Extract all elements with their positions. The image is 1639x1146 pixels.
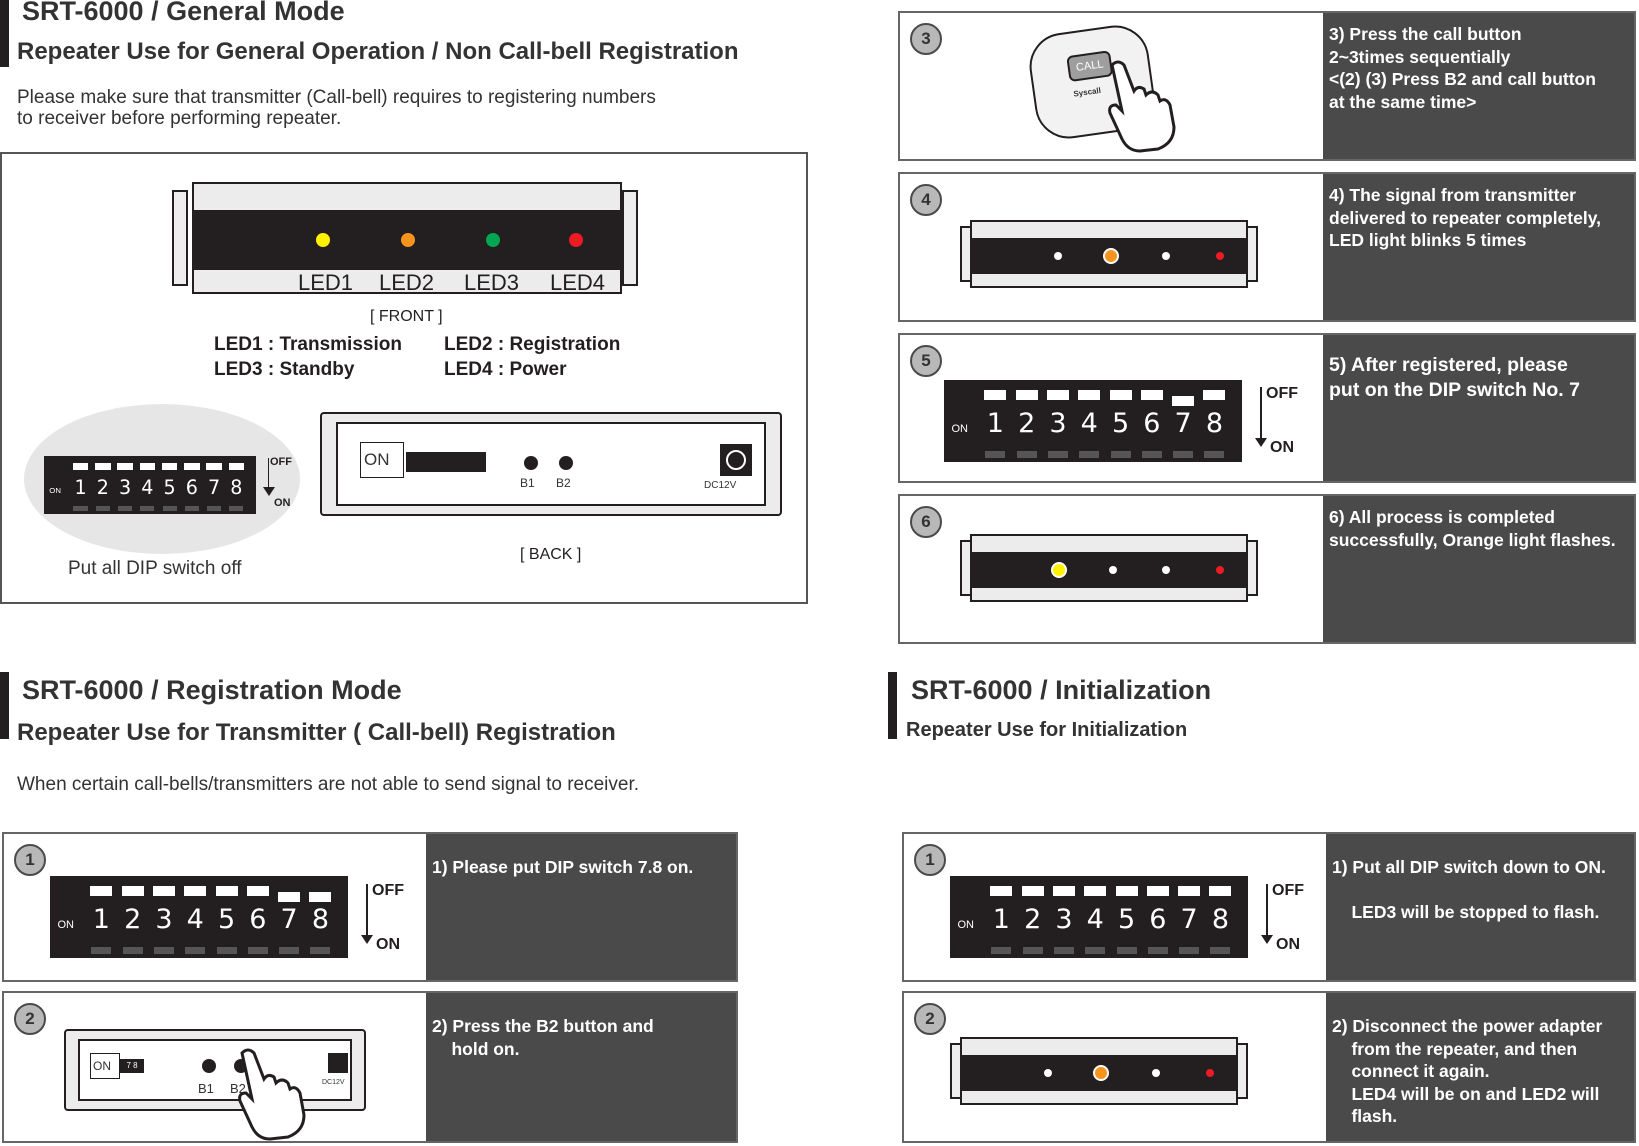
dip-toggle[interactable] <box>1110 390 1132 400</box>
dip-digit: 5 <box>1111 408 1130 439</box>
dip-foot <box>985 451 1005 458</box>
dip-toggle[interactable] <box>229 463 245 470</box>
dip-toggle[interactable] <box>1047 390 1069 400</box>
dip-foot <box>1148 947 1168 954</box>
dc-jack <box>720 444 752 476</box>
dip-digit: 3 <box>1049 408 1067 439</box>
reg-step1-panel <box>2 832 738 982</box>
dip-foot <box>163 506 177 511</box>
dip-foot <box>118 506 132 511</box>
dip-digit: 7 <box>280 904 298 935</box>
dip-digit: 3 <box>119 475 132 499</box>
b1-label: B1 <box>198 1081 214 1096</box>
dip-toggle[interactable] <box>1053 886 1075 896</box>
front-device <box>192 182 622 294</box>
section-bar <box>0 672 9 739</box>
dip-toggle[interactable] <box>153 886 175 896</box>
dip-toggle[interactable] <box>1022 886 1044 896</box>
dip-digit: 1 <box>992 904 1010 935</box>
led3-off <box>1152 1069 1160 1077</box>
step5-panel <box>898 333 1636 483</box>
dip-toggle[interactable] <box>140 463 156 470</box>
dip-foot <box>1023 947 1043 954</box>
dip-foot <box>217 947 237 954</box>
dc-label: DC12V <box>704 480 737 491</box>
on-label: ON <box>274 497 291 509</box>
dip-digit: 4 <box>186 904 204 935</box>
section-bar <box>888 672 897 739</box>
led4-red <box>1206 1069 1214 1077</box>
dip-toggle[interactable] <box>1116 886 1138 896</box>
init-step1-text: 1) Put all DIP switch down to ON. LED3 will be stopped to flash. <box>1326 834 1636 982</box>
dip-foot <box>1204 451 1224 458</box>
led2-orange-on <box>1103 248 1119 264</box>
dip-foot <box>185 506 199 511</box>
mini-on-label: ON <box>90 1053 120 1079</box>
led1-off <box>1044 1069 1052 1077</box>
reg-step1-text: 1) Please put DIP switch 7.8 on. <box>426 834 738 982</box>
dip-toggle[interactable] <box>1147 886 1169 896</box>
device-end-left <box>172 190 188 286</box>
back-on-switch-label: ON <box>360 442 404 478</box>
dip-toggle[interactable] <box>73 463 89 470</box>
init-step2-panel <box>902 991 1636 1143</box>
step-number: 4 <box>910 184 942 216</box>
dip-toggle[interactable] <box>162 463 178 470</box>
back-device-face <box>336 422 766 506</box>
dip-digit: 8 <box>1211 904 1230 935</box>
off-label: OFF <box>270 456 292 468</box>
dip-digit: 2 <box>1024 904 1042 935</box>
dip-toggle[interactable] <box>1084 886 1106 896</box>
dip-foot <box>185 947 205 954</box>
dip-foot <box>248 947 268 954</box>
off-on-arrow <box>366 884 368 942</box>
dip-foot <box>207 506 221 511</box>
dip-foot <box>91 947 111 954</box>
led3-off <box>1162 566 1170 574</box>
dip-toggle[interactable] <box>247 886 269 896</box>
repeater-front-mini <box>960 220 1260 286</box>
back-device <box>320 412 782 516</box>
dip-foot <box>279 947 299 954</box>
dip-switch-general <box>44 456 256 514</box>
off-on-arrow <box>1260 387 1262 445</box>
step3-panel <box>898 11 1636 161</box>
dip-toggle[interactable] <box>1203 390 1225 400</box>
dip-digit: 4 <box>141 475 154 499</box>
dip-on-marker: ON <box>49 486 61 496</box>
dip-foot <box>1017 451 1037 458</box>
dip-toggle[interactable] <box>309 892 331 902</box>
dip-digit: 3 <box>155 904 173 935</box>
step-number: 2 <box>914 1003 946 1035</box>
dip-switch-reg1 <box>50 876 348 958</box>
dip-switch-init1 <box>950 876 1248 958</box>
dip-toggle[interactable] <box>122 886 144 896</box>
off-label: OFF <box>1266 385 1298 402</box>
dip-foot <box>229 506 243 511</box>
dip-foot <box>1079 451 1099 458</box>
init-step1-panel <box>902 832 1636 982</box>
button-b2[interactable] <box>559 456 573 470</box>
led-legend-right: LED2 : Registration LED4 : Power <box>444 334 621 380</box>
dip-toggle[interactable] <box>278 892 300 902</box>
b1-label: B1 <box>520 476 535 490</box>
dip-digit: 6 <box>1149 904 1167 935</box>
dip-toggle[interactable] <box>1016 390 1038 400</box>
dip-digit: 1 <box>74 475 87 499</box>
dip-digit: 5 <box>163 475 176 499</box>
led4-red <box>1216 566 1224 574</box>
device-end-right <box>622 190 638 286</box>
repeater-front-mini <box>960 534 1260 600</box>
off-on-arrow <box>268 458 269 494</box>
dip-digit: 1 <box>92 904 110 935</box>
dc-jack <box>328 1053 348 1073</box>
back-device-mini <box>64 1029 366 1111</box>
front-label: [ FRONT ] <box>370 308 443 325</box>
on-label: ON <box>1276 936 1300 953</box>
dip-digit: 2 <box>124 904 142 935</box>
mini-dip: 7 8 <box>120 1059 144 1073</box>
callbell-brand: Syscall <box>1072 85 1102 99</box>
dip-digit: 2 <box>96 475 109 499</box>
led3-off <box>1162 252 1170 260</box>
dip-on-marker: ON <box>957 918 974 931</box>
initialization-title: SRT-6000 / Initialization <box>911 675 1212 705</box>
dip-on-marker: ON <box>57 918 74 931</box>
dip-foot <box>73 506 87 511</box>
step5-text: 5) After registered, please put on the DIP switch No. 7 <box>1323 335 1636 483</box>
section-bar <box>0 0 9 67</box>
led2-orange-on <box>1093 1065 1109 1081</box>
dip-digit: 7 <box>1180 904 1198 935</box>
button-b1[interactable] <box>524 456 538 470</box>
dip-foot <box>123 947 143 954</box>
step3-text: 3) Press the call button 2~3times sequentially <(2) (3) Press B2 and call button at the same time> <box>1323 13 1636 161</box>
dip-digit: 8 <box>311 904 330 935</box>
led1-yellow <box>316 233 330 247</box>
step-number: 3 <box>910 23 942 55</box>
dip-toggle[interactable] <box>1141 390 1163 400</box>
general-subtitle: Repeater Use for General Operation / Non Call-bell Registration <box>17 38 739 65</box>
dip-foot <box>1142 451 1162 458</box>
dip-foot <box>310 947 330 954</box>
hand-pointer-icon <box>230 1045 310 1141</box>
dip-toggle[interactable] <box>990 886 1012 896</box>
dip-digit: 8 <box>230 475 243 499</box>
dip-toggle[interactable] <box>184 463 200 470</box>
registration-note: When certain call-bells/transmitters are not able to send signal to receiver. <box>17 774 640 795</box>
off-label: OFF <box>1272 882 1304 899</box>
dip-toggle[interactable] <box>90 886 112 896</box>
dip-foot <box>1117 947 1137 954</box>
b2-label: B2 <box>556 476 571 490</box>
dip-toggle[interactable] <box>206 463 222 470</box>
step-number: 2 <box>14 1003 46 1035</box>
hand-pointer-icon <box>1100 57 1180 153</box>
dip-digit: 6 <box>1143 408 1161 439</box>
dip-toggle[interactable] <box>184 886 206 896</box>
led2-orange <box>401 233 415 247</box>
dip-foot <box>1179 947 1199 954</box>
back-label: [ BACK ] <box>520 546 582 563</box>
dip-toggle[interactable] <box>216 886 238 896</box>
dip-on-marker: ON <box>951 422 968 435</box>
dip-toggle[interactable] <box>95 463 111 470</box>
dip-foot <box>991 947 1011 954</box>
off-on-arrow <box>1266 884 1268 942</box>
dip-digit: 4 <box>1080 408 1098 439</box>
dip-digit: 1 <box>986 408 1004 439</box>
dip-foot <box>1085 947 1105 954</box>
step-number: 1 <box>14 844 46 876</box>
on-label: ON <box>376 936 400 953</box>
registration-title: SRT-6000 / Registration Mode <box>22 675 402 705</box>
dip-foot <box>1048 451 1068 458</box>
dip-foot <box>1054 947 1074 954</box>
step6-panel <box>898 494 1636 644</box>
dip-toggle[interactable] <box>1209 886 1231 896</box>
dip-digit: 5 <box>1117 904 1136 935</box>
dip-foot <box>1173 451 1193 458</box>
dip-toggle[interactable] <box>1078 390 1100 400</box>
step6-text: 6) All process is completed successfully, Orange light flashes. <box>1323 496 1636 644</box>
dip-digit: 6 <box>185 475 198 499</box>
dip-caption: Put all DIP switch off <box>68 558 242 579</box>
dip-foot <box>1210 947 1230 954</box>
callbell-call-button[interactable]: CALL <box>1066 50 1113 82</box>
dip-digit: 5 <box>217 904 236 935</box>
registration-subtitle: Repeater Use for Transmitter ( Call-bell) Registration <box>17 719 616 746</box>
dip-digit: 2 <box>1018 408 1036 439</box>
dip-foot <box>154 947 174 954</box>
reg-step2-panel <box>2 991 738 1143</box>
general-panel <box>0 152 808 604</box>
initialization-subtitle: Repeater Use for Initialization <box>906 719 1188 741</box>
general-title: SRT-6000 / General Mode <box>22 0 345 26</box>
dip-digit: 6 <box>249 904 267 935</box>
step4-panel <box>898 172 1636 322</box>
on-label: ON <box>1270 439 1294 456</box>
front-led-labels: LED1 LED2 LED3 LED4 <box>298 270 606 295</box>
step-number: 6 <box>910 506 942 538</box>
dc-jack-ring <box>726 450 746 470</box>
b2-label: B2 <box>230 1081 246 1096</box>
step-number: 1 <box>914 844 946 876</box>
front-led-strip <box>194 210 620 270</box>
led1-off <box>1054 252 1062 260</box>
led1-yellow-on <box>1051 562 1067 578</box>
dip-toggle[interactable] <box>984 390 1006 400</box>
general-note: Please make sure that transmitter (Call-bell) requires to registering numbers to receiver before performing repeater. <box>17 87 656 129</box>
led2-off <box>1109 566 1117 574</box>
dip-toggle[interactable] <box>117 463 133 470</box>
dip-digit: 7 <box>1174 408 1192 439</box>
dip-foot <box>96 506 110 511</box>
led4-red <box>1216 252 1224 260</box>
dip-switch-step5 <box>944 380 1242 462</box>
dip-toggle[interactable] <box>1172 396 1194 406</box>
led-legend-left: LED1 : Transmission LED3 : Standby <box>214 334 402 380</box>
led4-red <box>569 233 583 247</box>
step4-text: 4) The signal from transmitter delivered to repeater completely, LED light blinks 5 times <box>1323 174 1636 322</box>
led3-green <box>486 233 500 247</box>
repeater-front-mini <box>950 1037 1250 1103</box>
dc-label: DC12V <box>322 1079 345 1086</box>
off-label: OFF <box>372 882 404 899</box>
dip-digit: 3 <box>1055 904 1073 935</box>
dip-foot <box>140 506 154 511</box>
dip-digit: 7 <box>208 475 221 499</box>
dip-foot <box>1111 451 1131 458</box>
back-mini-dip <box>406 452 486 472</box>
dip-digit: 8 <box>1205 408 1224 439</box>
dip-digit: 4 <box>1086 904 1104 935</box>
dip-toggle[interactable] <box>1178 886 1200 896</box>
step-number: 5 <box>910 345 942 377</box>
init-step2-text: 2) Disconnect the power adapter from the repeater, and then connect it again. LED4 will be on and LED2 will flash. <box>1326 993 1636 1143</box>
reg-step2-text: 2) Press the B2 button and hold on. <box>426 993 738 1143</box>
button-b1[interactable] <box>202 1059 216 1073</box>
